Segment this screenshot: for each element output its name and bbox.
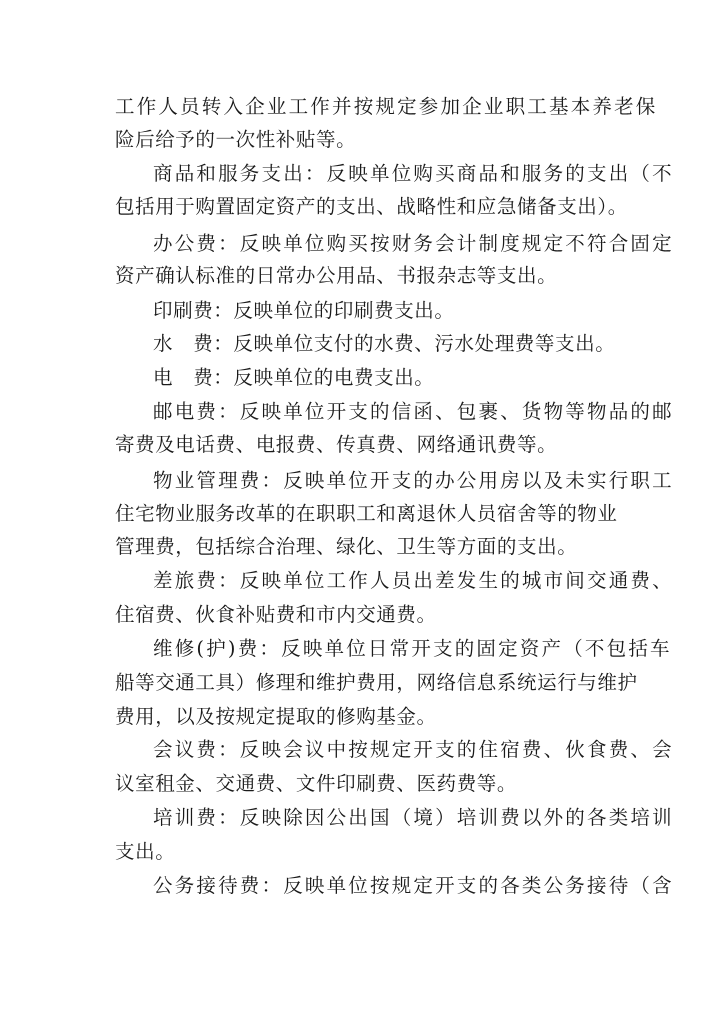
text-line: 包括用于购置固定资产的支出、战略性和应急储备支出）。 xyxy=(115,195,628,218)
text-line: 办公费：反映单位购买按财务会计制度规定不符合固定 xyxy=(153,232,674,255)
text-line: 住宿费、伙食补贴费和市内交通费。 xyxy=(115,603,437,626)
text-line: 水 费：反映单位支付的水费、污水处理费等支出。 xyxy=(153,332,616,355)
text-line: 寄费及电话费、电报费、传真费、网络通讯费等。 xyxy=(115,433,558,456)
text-line: 住宅物业服务改革的在职职工和离退休人员宿舍等的物业 xyxy=(115,502,618,525)
text-line: 维修(护)费：反映单位日常开支的固定资产（不包括车 xyxy=(153,637,672,660)
text-line: 资产确认标准的日常办公用品、书报杂志等支出。 xyxy=(115,264,558,287)
text-line: 印刷费：反映单位的印刷费支出。 xyxy=(153,299,455,322)
text-line: 邮电费：反映单位开支的信函、包裹、货物等物品的邮 xyxy=(153,400,674,423)
text-line: 船等交通工具）修理和维护费用，网络信息系统运行与维护 xyxy=(115,671,638,694)
text-line: 培训费：反映除因公出国（境）培训费以外的各类培训 xyxy=(153,806,674,829)
text-line: 公务接待费：反映单位按规定开支的各类公务接待（含 xyxy=(153,874,674,897)
text-line: 支出。 xyxy=(115,840,176,863)
text-line: 工作人员转入企业工作并按规定参加企业职工基本养老保 xyxy=(115,95,658,118)
text-line: 会议费：反映会议中按规定开支的住宿费、伙食费、会 xyxy=(153,738,674,761)
text-line: 险后给予的一次性补贴等。 xyxy=(115,128,357,151)
text-line: 议室租金、交通费、文件印刷费、医药费等。 xyxy=(115,772,518,795)
text-line: 差旅费：反映单位工作人员出差发生的城市间交通费、 xyxy=(153,569,674,592)
text-line: 管理费，包括综合治理、绿化、卫生等方面的支出。 xyxy=(115,535,578,558)
text-line: 商品和服务支出：反映单位购买商品和服务的支出（不 xyxy=(153,162,674,185)
text-line: 物业管理费：反映单位开支的办公用房以及未实行职工 xyxy=(153,469,674,492)
text-line: 费用，以及按规定提取的修购基金。 xyxy=(115,705,437,728)
text-line: 电 费：反映单位的电费支出。 xyxy=(153,366,435,389)
